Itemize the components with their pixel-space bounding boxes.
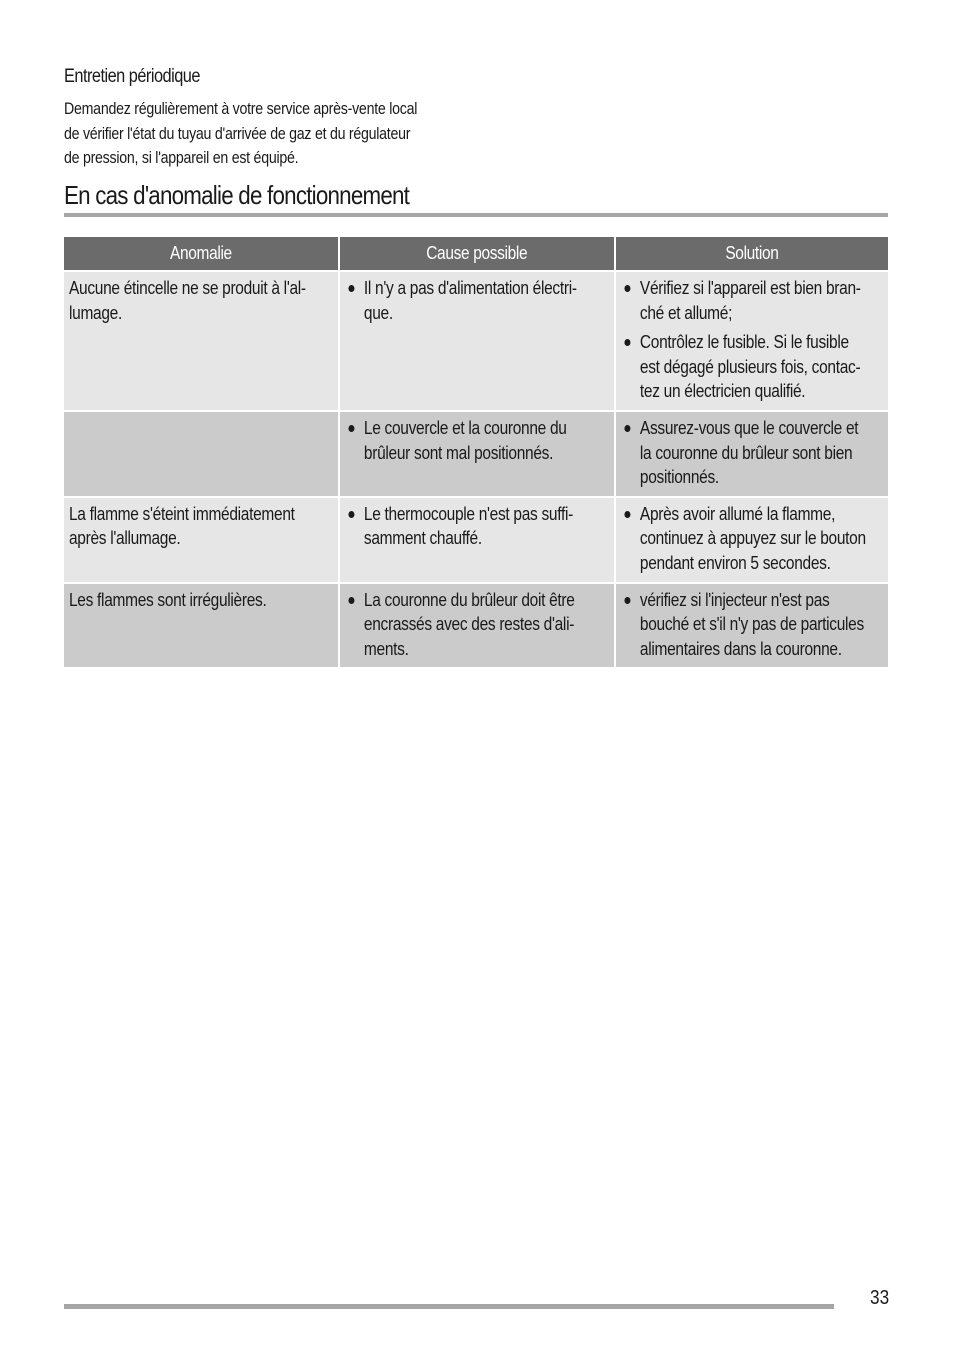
- text-line: de vérifier l'état du tuyau d'arrivée de gaz et du régulateur: [64, 124, 411, 143]
- column-header-cause: Cause possible: [338, 237, 614, 270]
- table-row: [64, 582, 888, 668]
- cell-text-line: positionnés.: [639, 467, 719, 488]
- solution-cell: [614, 496, 888, 582]
- footer-divider: [64, 1304, 834, 1309]
- cell-text-line: Le couvercle et la couronne du: [363, 417, 567, 438]
- cell-text-line: bouché et s'il n'y pas de particules: [639, 614, 864, 635]
- bullet-item: [621, 416, 888, 490]
- cell-text-line: tez un électricien qualifié.: [639, 381, 806, 402]
- solution-cell: [614, 582, 888, 668]
- solution-cell: [614, 410, 888, 496]
- cell-text-line: encrassés avec des restes d'ali-: [363, 614, 575, 635]
- cell-text-line: alimentaires dans la couronne.: [639, 638, 842, 659]
- periodic-maintenance-text: [64, 97, 468, 171]
- bullet-dot-icon: [624, 425, 630, 432]
- bullet-dot-icon: [348, 511, 354, 518]
- cell-text-line: Les flammes sont irrégulières.: [69, 589, 267, 610]
- cell-text-line: pendant environ 5 secondes.: [639, 552, 831, 573]
- bullet-dot-icon: [624, 285, 630, 292]
- cell-text-line: continuez à appuyez sur le bouton: [639, 528, 866, 549]
- bullet-dot-icon: [348, 597, 354, 604]
- cell-text-line: Vérifiez si l'appareil est bien bran-: [639, 278, 861, 298]
- cause-cell: [338, 582, 614, 668]
- table-header-row: [64, 237, 888, 270]
- cell-text-line: la couronne du brûleur sont bien: [639, 442, 853, 463]
- bullet-item: [345, 502, 612, 551]
- cell-text-line: que.: [363, 302, 393, 323]
- column-header-anomaly: Anomalie: [64, 237, 338, 270]
- cell-text-line: est dégagé plusieurs fois, contac-: [639, 356, 861, 377]
- cell-text-line: Après avoir allumé la flamme,: [639, 503, 836, 524]
- cell-text-line: Le thermocouple n'est pas suffi-: [363, 503, 573, 524]
- cell-text-line: Contrôlez le fusible. Si le fusible: [639, 332, 849, 353]
- bullet-item: [621, 276, 888, 325]
- anomaly-cell: [64, 270, 338, 410]
- anomaly-cell: [64, 582, 338, 668]
- cell-text-line: ments.: [363, 638, 409, 659]
- bullet-item: [621, 502, 888, 576]
- text-line: de pression, si l'appareil en est équipé.: [64, 149, 299, 168]
- bullet-dot-icon: [624, 597, 630, 604]
- cell-text-line: La couronne du brûleur doit être: [363, 589, 575, 610]
- cause-cell: [338, 410, 614, 496]
- anomaly-cell: [64, 496, 338, 582]
- bullet-item: [345, 416, 612, 465]
- column-header-solution: Solution: [614, 237, 888, 270]
- solution-cell: [614, 270, 888, 410]
- troubleshooting-heading: En cas d'anomalie de fonctionnement: [64, 180, 410, 210]
- troubleshooting-table: [64, 237, 888, 667]
- periodic-maintenance-heading: Entretien périodique: [64, 66, 200, 87]
- cell-text-line: brûleur sont mal positionnés.: [363, 442, 554, 463]
- bullet-dot-icon: [348, 425, 354, 432]
- bullet-item: [345, 588, 612, 662]
- cell-text-line: après l'allumage.: [69, 528, 181, 549]
- bullet-dot-icon: [624, 339, 630, 346]
- bullet-item: [621, 330, 888, 404]
- page-number: 33: [870, 1287, 890, 1309]
- bullet-item: [621, 588, 888, 662]
- cell-text-line: vérifiez si l'injecteur n'est pas: [639, 589, 830, 610]
- anomaly-cell: [64, 410, 338, 496]
- cause-cell: [338, 270, 614, 410]
- bullet-dot-icon: [624, 511, 630, 518]
- table-row: [64, 496, 888, 582]
- cell-text-line: ché et allumé;: [639, 302, 733, 323]
- heading-divider: [64, 213, 888, 217]
- cell-text-line: lumage.: [69, 302, 122, 323]
- cause-cell: [338, 496, 614, 582]
- cell-text-line: Il n'y a pas d'alimentation électri-: [363, 278, 577, 298]
- bullet-dot-icon: [348, 285, 354, 292]
- bullet-item: [345, 276, 612, 325]
- cell-text-line: Aucune étincelle ne se produit à l'al-: [69, 278, 306, 298]
- cell-text-line: La flamme s'éteint immédiatement: [69, 503, 295, 524]
- cell-text-line: Assurez-vous que le couvercle et: [639, 417, 859, 438]
- text-line: Demandez régulièrement à votre service après-vente local: [64, 100, 418, 118]
- table-row: [64, 270, 888, 410]
- cell-text-line: samment chauffé.: [363, 528, 482, 549]
- table-row: [64, 410, 888, 496]
